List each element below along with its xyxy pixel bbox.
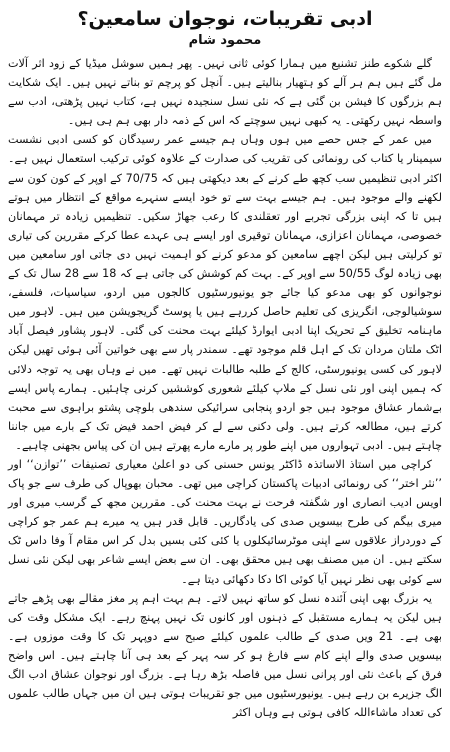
- article-author: محمود شام: [188, 33, 262, 48]
- article-paragraph-1: گلے شکوے طنز تشنیع میں ہمارا کوئی ثانی نہیں۔ پھر ہمیں سوشل میڈیا کے زود اثر آلات مل گئے ہیں ہم ہر آلے کو ہتھیار بنالیتے ہیں۔ آنچل کو پرچم تو بناتے نہیں ہیں۔ ایک شکایت ہم بزرگوں کا فیشن بن گئی ہے کہ نئی نسل سنجیدہ نہیں ہے، کتاب نہیں پڑھتی، ادب سے واسطہ نہیں رکھتی۔ یہ کبھی نہیں سوچتے کہ اس کے ذمہ دار بھی ہم ہی ہیں۔: [8, 57, 442, 128]
- article-paragraph-2: میں عمر کے جس حصے میں ہوں وہاں ہم جیسے عمر رسیدگان کو کسی ادبی نشست سیمینار یا کتاب کی رونمائی کی تقریب کی صدارت کے علاوہ کوئی ترکیب استعمال نہیں ہے۔ اکثر ادبی تنظیمیں سب کچھ طے کرنے کے بعد دیکھتی ہیں کہ 70/75 کے اوپر کے کون کون سے لکھنے والے موجود ہیں۔ ہم جیسے بہت سے تو خود ایسے سنہرے مواقع کے انتظار میں ہوتے ہیں تا کہ اپنی بزرگی تجربے اور تعقلندی کا رعب جھاڑ سکیں۔ تنظیمیں زیادہ تر مہمانان خصوصی، مہمانان اعزازی، مہمانان توقیری اور ایسے ہی عہدے عطا کرکے مقررین کی تیاری تو کرلیتی ہیں لیکن اچھے سامعین کو مدعو کرنے کو اہمیت نہیں دی جاتی اور سامعین میں بھی زیادہ لوگ 50/55 سے اوپر کے۔ بہت کم کوشش کی جاتی ہے کہ 18 سے 28 سال تک کے نوجوانوں کو بھی مدعو کیا جائے جو یونیورسٹیوں کالجوں میں اردو، سیاسیات، فلسفے، سوشیالوجی، انگریزی کی تعلیم حاصل کررہے ہیں یا پوسٹ گریجویشن میں ہیں۔ لاہور میں ماہنامہ تخلیق کے تحریک اپنا ادبی ایوارڈ کیلئے بہت محنت کی گئی۔ لاہور پشاور فیصل آباد اٹک ملتان مردان تک کے اہل قلم موجود تھے۔ سمندر پار سے بھی خواتین آئی ہوئی تھیں لیکن لاہور کی کسی یونیورسٹی، کالج کے طلبہ طالبات نہیں تھے۔ میں نے وہاں بھی یہ توجہ دلائی کہ ہمیں اپنی اور نئی نسل کے ملاپ کیلئے شعوری کوششیں کرنی چاہئیں۔ ہمارے پاس ایسے بےشمار عشاق موجود ہیں جو اردو پنجابی سرائیکی سندھی بلوچی پشتو براہوی سے محبت کرتے ہیں، مطالعہ کرتے ہیں۔ ولی دکنی سے لے کر فیض احمد فیض تک کے بارے میں جاننا چاہتے ہیں۔ ادبی تہواروں میں اپنے طور پر مارے مارے پھرتے ہیں ان کی پیاس بجھنی چاہیے۔: [8, 133, 442, 452]
- article-paragraph-4: یہ بزرگ بھی اپنی آئندہ نسل کو ساتھ نہیں لاتے۔ ہم بہت اہم پر مغز مقالے بھی پڑھے جاتے ہیں لیکن یہ ہمارے مستقبل کے ذہنوں اور کانوں تک نہیں پہنچ رہے۔ ایک مشکل وقت کی بھی ہے۔ 21 ویں صدی کے طالب علموں کیلئے صبح سے دوپہر تک کا وقت موزوں ہے۔ بیسویں صدی والے اپنے کام سے فارغ ہو کر سہ پہر کے بعد ہی آنا چاہتے ہیں۔ اس واضح فرق کے باعث نئی اور پرانی نسل میں فاصلہ بڑھ رہا ہے۔ بزرگ اور نوجوان عشاق ادب الگ الگ جزیرے بن رہے ہیں۔ یونیورسٹیوں میں جو تقریبات ہوتی ہیں ان میں جہاں طالب علموں کی تعداد ماشاءاللہ کافی ہوتی ہے وہاں اکثر: [8, 591, 442, 720]
- article-paragraph-3: کراچی میں استاذ الاساتذہ ڈاکٹر یونس حسنی کی دو اعلیٰ معیاری تصنیفات ’’توازن‘‘ اور ’’نثر اختر‘‘ کی رونمائی ادبیات پاکستان کراچی میں تھی۔ محبان بھوپال کی طرف سے جو پاک اویس ادیب انصاری اور شگفتہ فرحت نے بہت محنت کی۔ مقررین مجھ کے گرسب میری اور میری بیگم کی طرح بیسویں صدی کی یادگاریں۔ قابل قدر ہیں یہ میرے ہم عمر جو کراچی کے دوردراز علاقوں سے اپنی موٹرسائیکلوں یا کئی کئی بسیں بدل کر اس مقام آ وفا داس ٹک سکتے ہیں۔ ان میں مصنف بھی ہیں محقق بھی۔ ان سے بعض ایسے شاعر بھی لیکن نئی نسل سے کوئی بھی نظر نہیں آیا کوئی اکا دکا دکھائی دیتا ہے۔: [8, 457, 442, 586]
- article-title: ادبی تقریبات، نوجوان سامعین؟: [77, 8, 373, 30]
